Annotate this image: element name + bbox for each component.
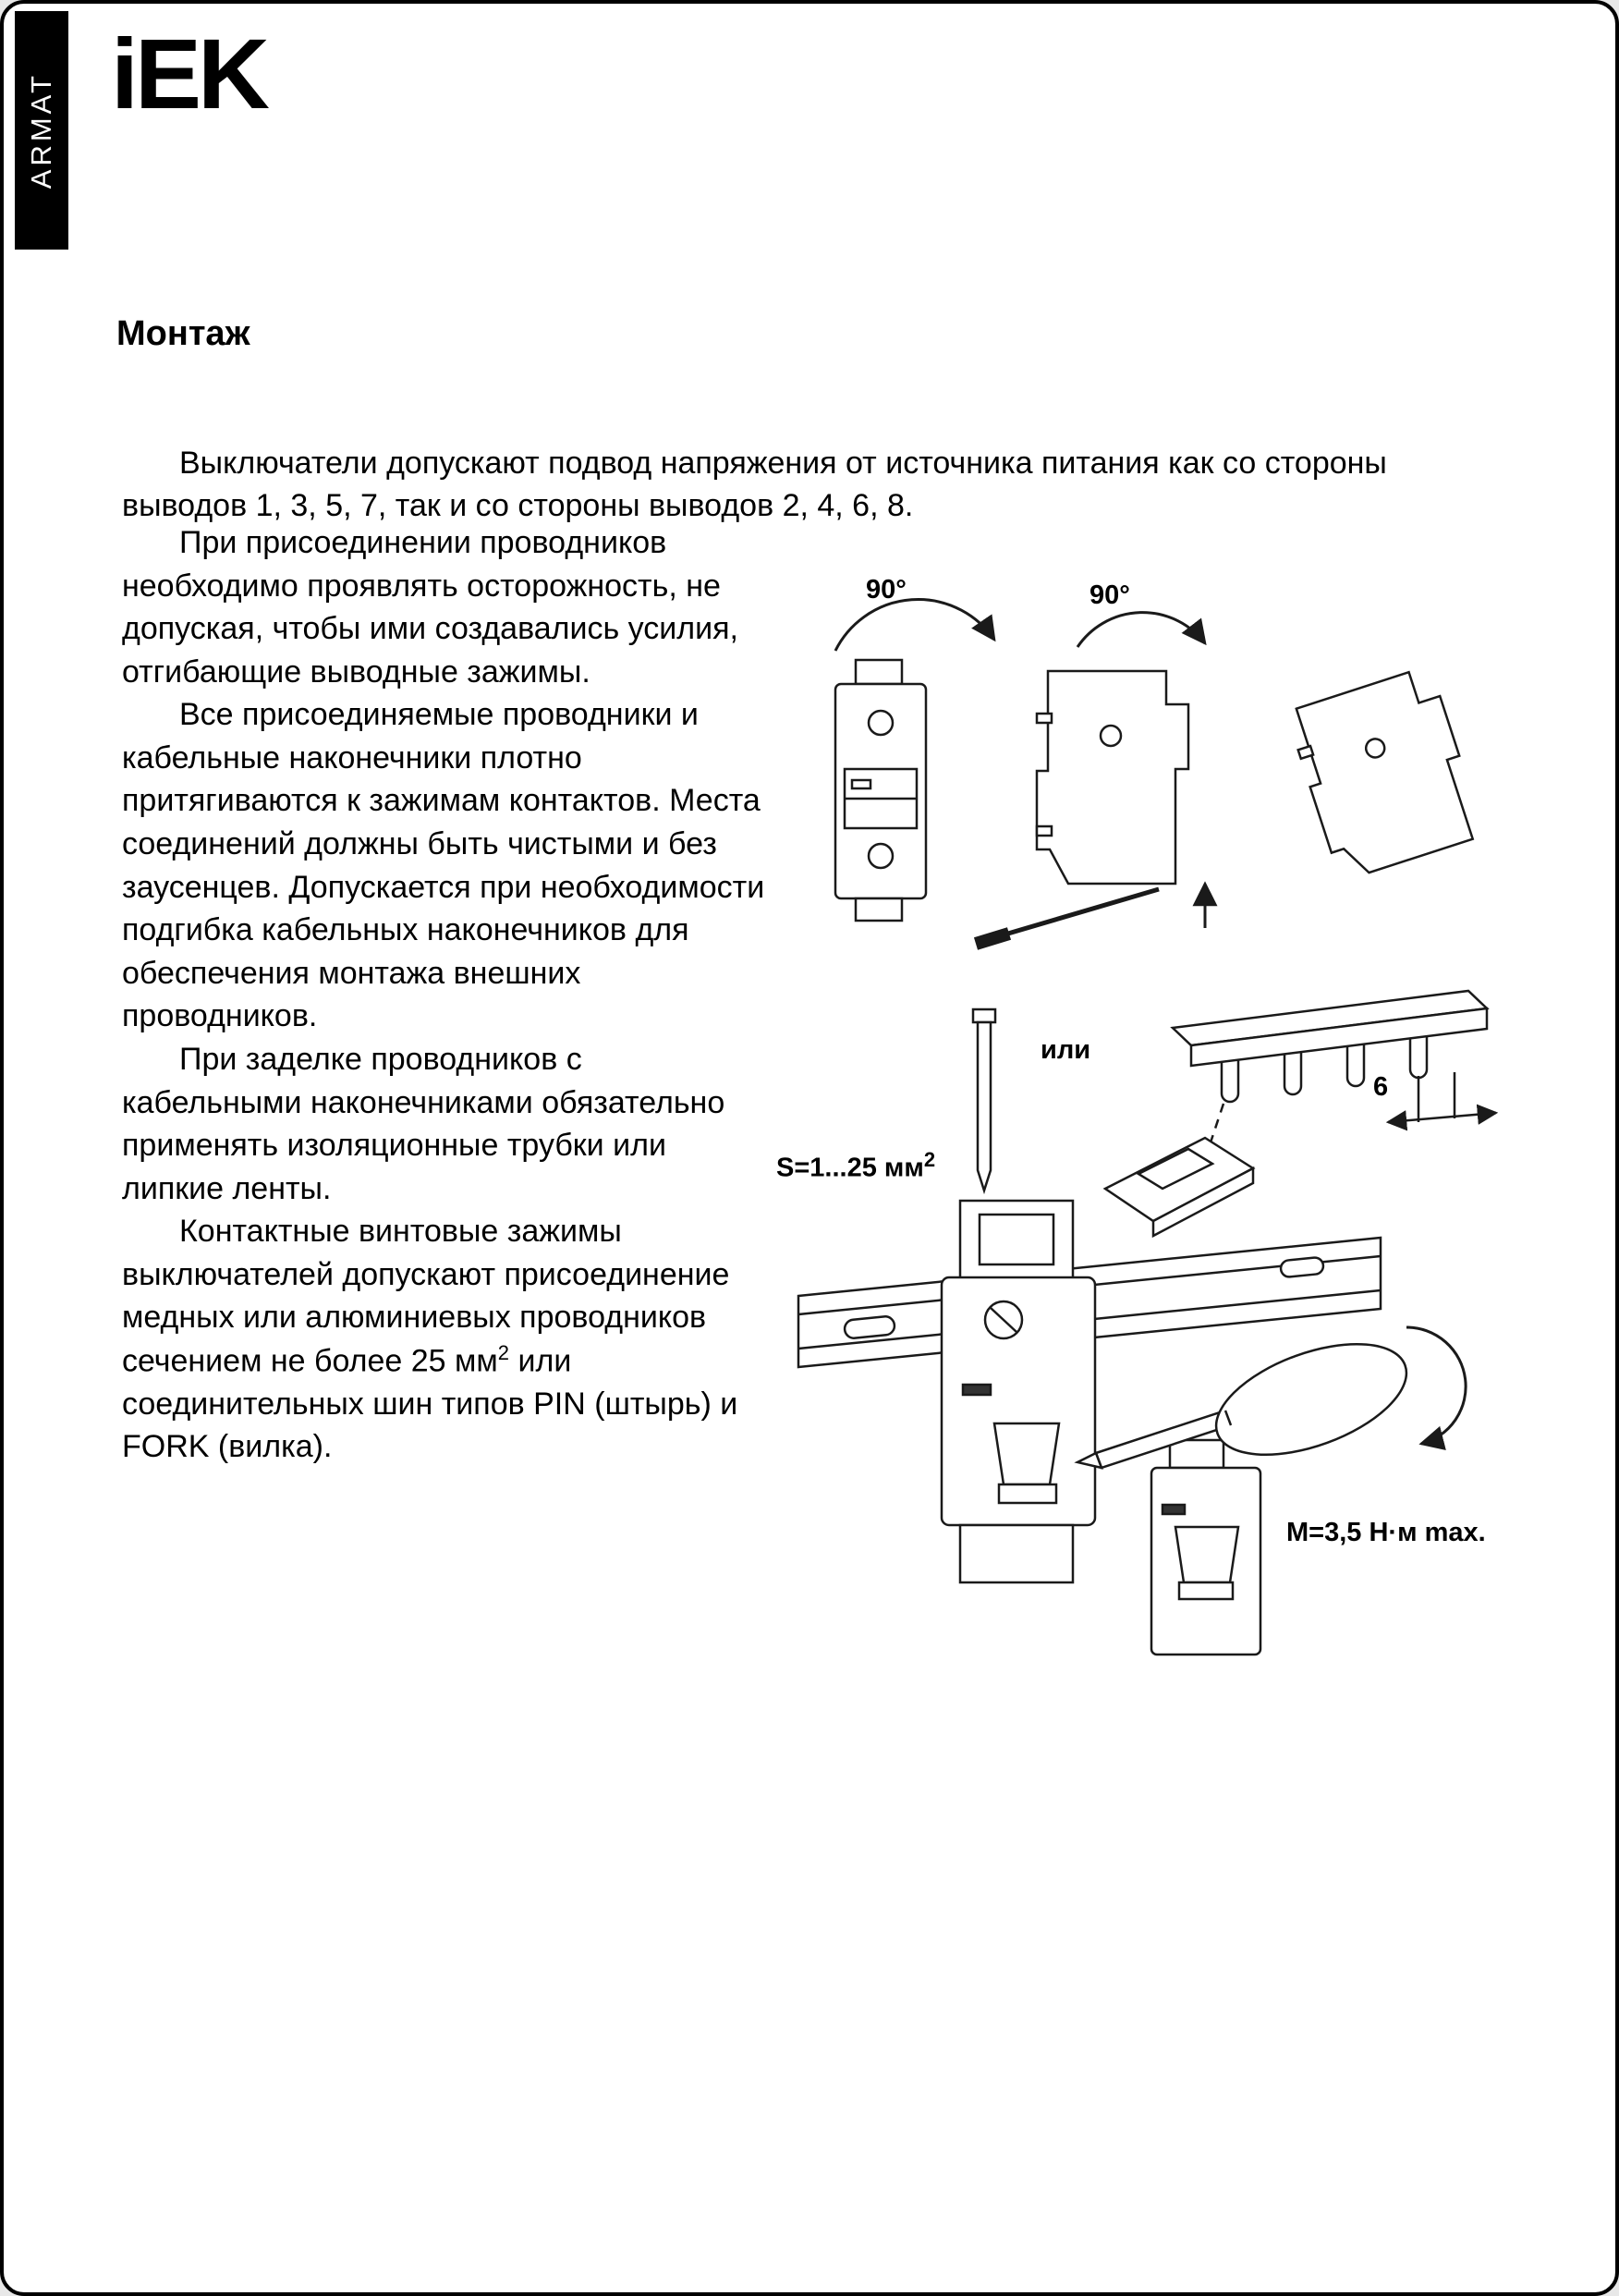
iek-logo: iEK (111, 18, 267, 129)
paragraph-3: При заделке проводников с кабельными наконечниками обязательно применять изоляционные трубки или липкие ленты. (122, 1041, 725, 1206)
paragraph-4: Контактные винтовые зажимы выключателей допускают присоединение медных или алюминиевых проводников сечением не более 25 $мм^2$ или соединительных шин типов PIN (штырь) и FORK (вилка). (122, 1214, 738, 1465)
rotation-angle-label-right: 90° (1089, 580, 1130, 610)
armat-vertical-label: ARMAT (25, 71, 57, 189)
pin-comb-busbar (1173, 991, 1487, 1102)
intro-paragraph: Выключатели допускают подвод напряжения от источника питания как со стороны выводов 1, 3, 5, 7, так и со стороны выводов 2, 4, 6, 8. (122, 446, 1387, 524)
torque-label: M=3,5 Н·м max. (1286, 1518, 1486, 1547)
superscript-2: 2 (497, 1340, 510, 1364)
paragraph-1: При присоединении проводников необходимо проявлять осторожность, не допуская, чтобы ими создавались усилия, отгибающие выводные зажимы. (122, 525, 738, 690)
pin-pitch-label: 6 (1373, 1072, 1389, 1102)
page-title: Монтаж (116, 314, 250, 353)
armat-sidebar (15, 11, 68, 250)
wire-end-pin (973, 1009, 995, 1191)
guide-dashed-line (1211, 1104, 1223, 1142)
prying-screwdriver (976, 889, 1159, 944)
installation-illustration (771, 521, 1510, 1751)
breaker-second (1151, 1440, 1260, 1655)
breaker-side-view-on-rail (1037, 671, 1188, 884)
tightening-rotation-arrow (1406, 1327, 1466, 1444)
paragraph-2: Все присоединяемые проводники и кабельные наконечники плотно притягиваются к зажимам контактов. Места соединений должны быть чистыми и без заусенцев. Допускается при необходимости подгибка кабельных наконечников для обеспечения монтажа внешних проводников. (122, 697, 765, 1034)
breaker-tilted-view (1285, 666, 1485, 882)
or-label: или (1041, 1035, 1091, 1065)
pitch-dimension-arrow (1388, 1072, 1496, 1122)
rotation-arrow-left (835, 600, 994, 651)
rotation-arrow-right (1077, 613, 1205, 647)
breaker-front-view (835, 660, 926, 921)
installation-figure (771, 521, 1510, 1751)
fork-terminal (1105, 1138, 1253, 1236)
wire-cross-section-label: S=1...25 $мм^2$ (776, 1148, 936, 1183)
wire-section-superscript: 2 (923, 1148, 936, 1171)
torque-screwdriver (1077, 1322, 1421, 1477)
body-text-column (122, 521, 769, 1469)
rotation-angle-label-left: 90° (866, 575, 907, 605)
breaker-main-front (942, 1201, 1095, 1582)
